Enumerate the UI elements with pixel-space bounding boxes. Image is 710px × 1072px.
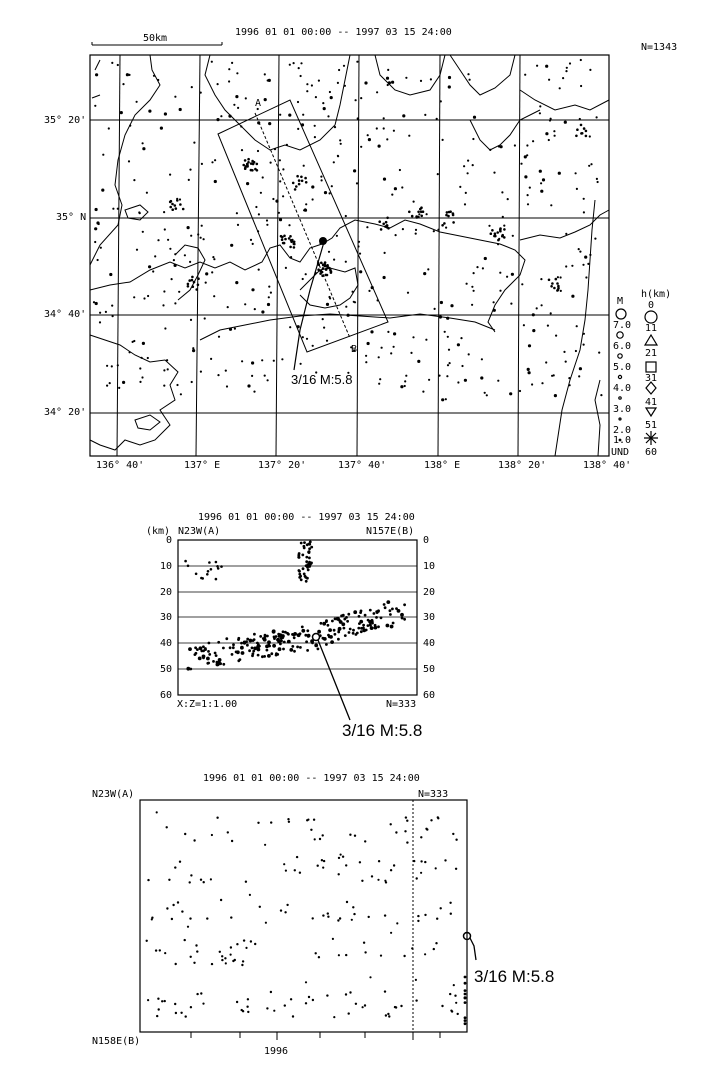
event-dot (193, 839, 195, 841)
event-dot (332, 938, 334, 940)
event-dot (377, 879, 379, 881)
event-dot (349, 834, 351, 836)
legend-magnitude-value: 3.0 (613, 404, 632, 415)
depth-tick-left: 10 (160, 561, 173, 572)
event-dot (249, 894, 251, 896)
event-dot (155, 949, 157, 951)
event-dot (450, 913, 452, 915)
event-dot (406, 820, 408, 822)
event-dot (453, 984, 455, 986)
event-dot (449, 993, 451, 995)
event-dot (424, 861, 426, 863)
event-dot (351, 919, 353, 921)
event-dot (270, 821, 272, 823)
event-dot (286, 904, 288, 906)
lon-label: 138° 20' (498, 460, 547, 471)
legend-depth-value: 0 (648, 300, 655, 311)
section-right-end: N157E(B) (366, 526, 415, 537)
event-dot (190, 1006, 192, 1008)
legend-magnitude-value: 2.0 (613, 425, 632, 436)
event-dot (166, 826, 168, 828)
event-dot (464, 982, 467, 985)
section-count-label: N=333 (386, 699, 417, 710)
event-dot (202, 1003, 204, 1005)
event-dot (435, 942, 437, 944)
event-dot (247, 1011, 249, 1013)
event-dot (349, 991, 351, 993)
event-dot (216, 817, 218, 819)
event-dot (394, 1006, 396, 1008)
event-dot (224, 957, 226, 959)
section-annotation-label: 3/16 M:5.8 (342, 721, 423, 740)
depth-tick-right: 50 (423, 664, 436, 675)
legend-depth-value: 21 (645, 348, 658, 359)
event-dot (369, 976, 371, 978)
map-scale-label: 50km (143, 33, 168, 44)
event-dot (254, 943, 256, 945)
event-dot (440, 907, 442, 909)
depth-tick-left: 60 (160, 690, 173, 701)
event-dot (416, 877, 418, 879)
event-dot (362, 1006, 364, 1008)
event-dot (339, 917, 341, 919)
event-dot (464, 1019, 467, 1022)
event-dot (371, 875, 373, 877)
depth-tick-left: 20 (160, 587, 173, 598)
legend-depth-value: 41 (645, 397, 658, 408)
depth-tick-right: 60 (423, 690, 436, 701)
event-dot (174, 1003, 176, 1005)
timespace-events (146, 811, 467, 1025)
event-dot (189, 881, 191, 883)
event-dot (420, 836, 422, 838)
event-dot (396, 922, 398, 924)
event-dot (206, 917, 208, 919)
event-dot (385, 1014, 387, 1016)
event-dot (353, 913, 355, 915)
event-dot (241, 964, 243, 966)
event-dot (284, 1004, 286, 1006)
event-dot (174, 866, 176, 868)
timespace-year-label: 1996 (264, 1046, 289, 1057)
event-dot (161, 1000, 163, 1002)
event-dot (230, 954, 232, 956)
event-dot (290, 998, 292, 1000)
event-dot (425, 828, 427, 830)
profile-label-a: A (255, 98, 262, 109)
legend-magnitude-value: 6.0 (613, 341, 632, 352)
event-dot (280, 909, 282, 911)
event-dot (464, 976, 467, 979)
event-dot (322, 834, 324, 836)
event-dot (273, 1010, 275, 1012)
depth-tick-left: 50 (160, 664, 173, 675)
legend-magnitude-header: M (617, 296, 624, 307)
event-dot (203, 881, 205, 883)
event-dot (315, 952, 317, 954)
event-dot (171, 918, 173, 920)
event-dot (236, 943, 238, 945)
event-dot (211, 834, 213, 836)
event-dot (380, 955, 382, 957)
lon-label: 138° E (424, 460, 461, 471)
event-dot (225, 962, 227, 964)
event-dot (313, 819, 315, 821)
lat-label: 34° 40' (44, 309, 87, 320)
event-dot (245, 947, 247, 949)
event-dot (156, 1015, 158, 1017)
event-dot (364, 840, 366, 842)
event-dot (294, 869, 296, 871)
event-dot (455, 868, 457, 870)
event-dot (318, 956, 320, 958)
event-dot (172, 904, 174, 906)
timespace-count-label: N=333 (418, 789, 449, 800)
event-dot (196, 950, 198, 952)
event-dot (319, 838, 321, 840)
event-dot (266, 1007, 268, 1009)
event-dot (450, 1010, 452, 1012)
event-dot (312, 917, 314, 919)
timespace-period-title: 1996 01 01 00:00 -- 1997 03 15 24:00 (203, 773, 420, 784)
event-dot (413, 860, 415, 862)
depth-tick-right: 0 (423, 535, 430, 546)
legend-depth-header: h(km) (641, 289, 672, 300)
event-dot (368, 916, 370, 918)
event-dot (455, 1002, 457, 1004)
event-dot (345, 993, 347, 995)
event-dot (464, 993, 467, 996)
event-dot (158, 1008, 160, 1010)
event-dot (200, 992, 202, 994)
event-dot (420, 860, 422, 862)
event-dot (211, 963, 213, 965)
event-dot (390, 869, 392, 871)
event-dot (452, 833, 454, 835)
event-dot (181, 910, 183, 912)
event-dot (384, 914, 386, 916)
depth-tick-right: 10 (423, 561, 436, 572)
event-dot (307, 819, 309, 821)
legend-depth-value: 31 (645, 373, 658, 384)
event-dot (221, 955, 223, 957)
event-dot (250, 940, 252, 942)
event-dot (327, 916, 329, 918)
event-dot (184, 833, 186, 835)
event-dot (454, 995, 456, 997)
event-dot (342, 856, 344, 858)
event-dot (156, 811, 158, 813)
event-dot (424, 953, 426, 955)
event-dot (193, 962, 195, 964)
event-dot (308, 996, 310, 998)
event-dot (245, 881, 247, 883)
event-dot (338, 873, 340, 875)
event-dot (196, 993, 198, 995)
event-dot (230, 946, 232, 948)
legend-magnitude-value: UND (611, 447, 630, 458)
event-dot (264, 844, 266, 846)
event-dot (338, 857, 340, 859)
section-left-end: N23W(A) (178, 526, 221, 537)
event-dot (333, 1016, 335, 1018)
event-dot (403, 955, 405, 957)
lon-label: 138° 40' (583, 460, 632, 471)
event-dot (355, 1003, 357, 1005)
event-dot (190, 956, 192, 958)
event-dot (388, 1015, 390, 1017)
event-dot (164, 1000, 166, 1002)
lat-label: 35° N (56, 212, 87, 223)
event-dot (415, 999, 417, 1001)
event-dot (441, 1005, 443, 1007)
event-dot (310, 829, 312, 831)
event-dot (415, 979, 417, 981)
profile-label-b: B (351, 344, 358, 355)
event-dot (457, 1013, 459, 1015)
map-period-title: 1996 01 01 00:00 -- 1997 03 15 24:00 (235, 27, 452, 38)
timespace-top-end: N23W(A) (92, 789, 135, 800)
event-dot (364, 951, 366, 953)
event-dot (327, 912, 329, 914)
event-dot (464, 996, 467, 999)
lon-label: 136° 40' (96, 460, 145, 471)
event-dot (305, 981, 307, 983)
event-dot (338, 954, 340, 956)
event-dot (405, 816, 407, 818)
event-dot (287, 818, 289, 820)
event-dot (430, 819, 432, 821)
lat-label: 35° 20' (44, 115, 87, 126)
event-dot (390, 823, 392, 825)
event-dot (242, 960, 244, 962)
event-dot (364, 1004, 366, 1006)
depth-tick-left: 40 (160, 638, 173, 649)
event-dot (265, 922, 267, 924)
event-dot (417, 915, 419, 917)
event-dot (321, 859, 323, 861)
event-dot (437, 816, 439, 818)
event-dot (317, 865, 319, 867)
event-dot (230, 916, 232, 918)
event-dot (455, 839, 457, 841)
map-count-label: N=1343 (641, 42, 678, 53)
event-dot (464, 1016, 467, 1019)
legend-depth-value: 60 (645, 447, 658, 458)
event-dot (292, 1015, 294, 1017)
event-dot (243, 939, 245, 941)
event-dot (231, 840, 233, 842)
event-dot (220, 899, 222, 901)
event-dot (464, 1001, 467, 1004)
event-dot (236, 1001, 238, 1003)
event-dot (444, 859, 446, 861)
event-dot (384, 880, 386, 882)
event-dot (435, 867, 437, 869)
event-dot (305, 1002, 307, 1004)
legend-magnitude-value: 7.0 (613, 320, 632, 331)
legend-magnitude-value: 1.0 (613, 435, 632, 446)
event-dot (420, 872, 422, 874)
section-unit-label: (km) (146, 526, 171, 537)
event-dot (433, 948, 435, 950)
event-dot (241, 1009, 243, 1011)
event-dot (464, 989, 467, 992)
timespace-ticks (191, 1032, 440, 1040)
event-dot (270, 991, 272, 993)
event-dot (323, 860, 325, 862)
event-dot (147, 999, 149, 1001)
event-dot (164, 952, 166, 954)
depth-tick-right: 20 (423, 587, 436, 598)
legend-magnitude-value: 4.0 (613, 383, 632, 394)
event-dot (322, 914, 324, 916)
event-dot (184, 939, 186, 941)
event-dot (159, 949, 161, 951)
event-dot (283, 863, 285, 865)
depth-tick-left: 0 (166, 535, 173, 546)
event-dot (288, 821, 290, 823)
event-dot (340, 854, 342, 856)
event-dot (187, 926, 189, 928)
event-dot (259, 906, 261, 908)
event-dot (345, 864, 347, 866)
event-dot (246, 1006, 248, 1008)
timespace-annotation-arrow (470, 938, 476, 960)
event-dot (180, 1012, 182, 1014)
event-dot (175, 963, 177, 965)
event-dot (404, 830, 406, 832)
event-dot (436, 918, 438, 920)
event-dot (219, 951, 221, 953)
lat-label: 34° 20' (44, 407, 87, 418)
event-dot (378, 860, 380, 862)
depth-tick-right: 40 (423, 638, 436, 649)
section-period-title: 1996 01 01 00:00 -- 1997 03 15 24:00 (198, 512, 415, 523)
event-dot (354, 835, 356, 837)
event-dot (257, 822, 259, 824)
event-dot (322, 867, 324, 869)
event-dot (151, 918, 153, 920)
event-dot (390, 932, 392, 934)
event-dot (299, 872, 301, 874)
event-dot (177, 901, 179, 903)
lon-label: 137° 40' (338, 460, 387, 471)
event-dot (221, 959, 223, 961)
event-dot (247, 998, 249, 1000)
event-dot (424, 914, 426, 916)
event-dot (312, 999, 314, 1001)
legend-depth-value: 11 (645, 323, 658, 334)
event-dot (200, 879, 202, 881)
event-dot (179, 861, 181, 863)
event-dot (395, 831, 397, 833)
event-dot (406, 841, 408, 843)
event-dot (190, 874, 192, 876)
legend-depth-value: 51 (645, 420, 658, 431)
event-dot (449, 902, 451, 904)
event-dot (157, 998, 159, 1000)
event-dot (166, 907, 168, 909)
event-dot (195, 944, 197, 946)
event-dot (146, 940, 148, 942)
depth-tick-left: 30 (160, 612, 173, 623)
event-dot (326, 994, 328, 996)
event-dot (363, 942, 365, 944)
event-dot (175, 1012, 177, 1014)
event-dot (417, 920, 419, 922)
timespace-bottom-end: N158E(B) (92, 1036, 141, 1047)
event-dot (345, 954, 347, 956)
event-dot (352, 906, 354, 908)
event-dot (387, 1013, 389, 1015)
event-dot (147, 879, 149, 881)
event-dot (393, 864, 395, 866)
event-dot (337, 919, 339, 921)
event-dot (400, 1005, 402, 1007)
event-dot (314, 838, 316, 840)
lon-label: 137° E (184, 460, 221, 471)
event-dot (361, 880, 363, 882)
event-dot (189, 917, 191, 919)
event-dot (227, 831, 229, 833)
timespace-annotation-label: 3/16 M:5.8 (474, 967, 555, 986)
event-dot (296, 856, 298, 858)
event-dot (348, 1012, 350, 1014)
event-dot (346, 901, 348, 903)
map-annotation-label: 3/16 M:5.8 (291, 372, 353, 387)
lon-label: 137° 20' (258, 460, 307, 471)
event-dot (234, 959, 236, 961)
section-ratio-label: X:Z=1:1.00 (177, 699, 238, 710)
event-dot (359, 861, 361, 863)
event-dot (284, 911, 286, 913)
depth-tick-right: 30 (423, 612, 436, 623)
event-dot (285, 870, 287, 872)
event-dot (168, 879, 170, 881)
event-dot (185, 1015, 187, 1017)
event-dot (384, 990, 386, 992)
legend-magnitude-value: 5.0 (613, 362, 632, 373)
event-dot (210, 878, 212, 880)
event-dot (411, 947, 413, 949)
event-dot (464, 1022, 467, 1025)
